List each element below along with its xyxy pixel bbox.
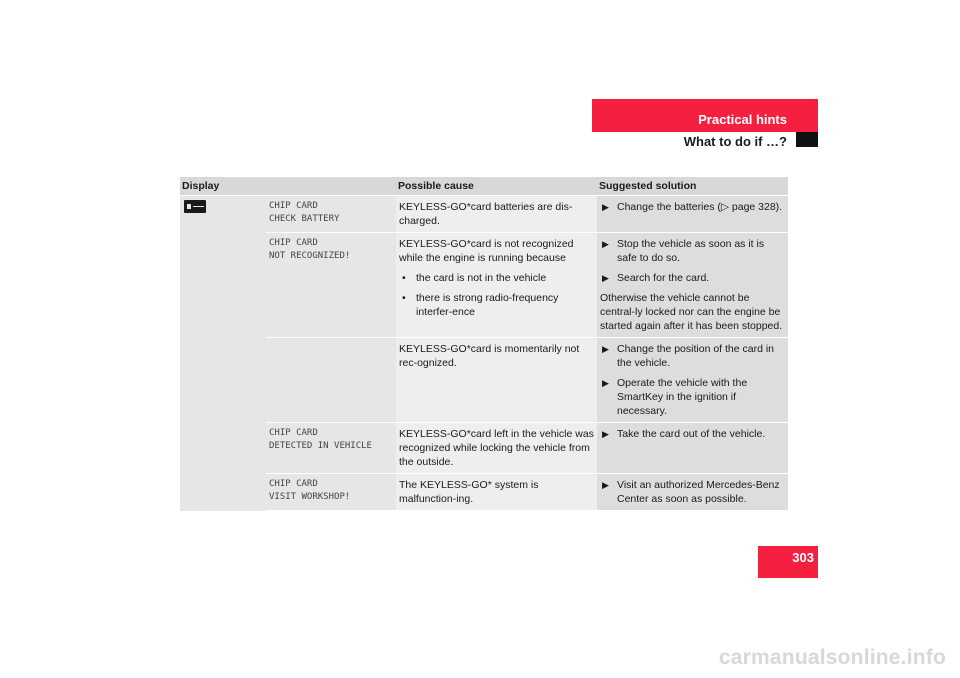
- message-line: CHIP CARD: [269, 201, 318, 211]
- header-marker: [796, 132, 818, 147]
- table-row: [266, 338, 788, 422]
- solution-step: ▶ Visit an authorized Mercedes-Benz Center as soon as possible.: [602, 479, 780, 505]
- cause-text: KEYLESS-GO*card batteries are dis-charged.: [399, 201, 573, 227]
- section-subtitle: What to do if …?: [683, 134, 787, 149]
- arrow-icon: ▶: [602, 429, 609, 439]
- cause-bullet: • the card is not in the vehicle: [402, 272, 547, 284]
- solution-note: Otherwise the vehicle cannot be central-ly locked nor can the engine be started again after it has been stopped.: [600, 292, 783, 332]
- display-message: [266, 196, 396, 232]
- arrow-icon: ▶: [602, 239, 609, 249]
- message-line: NOT RECOGNIZED!: [269, 251, 351, 261]
- display-message: [266, 474, 396, 510]
- solution-step: ▶ Take the card out of the vehicle.: [602, 428, 766, 440]
- watermark: carmanualsonline.info: [718, 646, 946, 669]
- suggested-solution: [597, 196, 788, 232]
- possible-cause: [396, 338, 597, 422]
- message-line: CHECK BATTERY: [269, 214, 340, 224]
- message-line: VISIT WORKSHOP!: [269, 492, 351, 502]
- possible-cause: [396, 474, 597, 510]
- arrow-icon: ▶: [602, 202, 609, 212]
- table-row: [266, 196, 788, 232]
- message-line: CHIP CARD: [269, 428, 318, 438]
- solution-step: ▶ Operate the vehicle with the SmartKey in the ignition if necessary.: [602, 377, 748, 417]
- suggested-solution: [597, 233, 788, 337]
- arrow-icon: ▶: [602, 273, 609, 283]
- arrow-icon: ▶: [602, 480, 609, 490]
- page-number: 303: [758, 546, 818, 578]
- cause-text: KEYLESS-GO*card left in the vehicle was recognized while locking the vehicle from the outside.: [399, 428, 594, 468]
- arrow-icon: ▶: [602, 378, 609, 388]
- column-display: Display: [182, 180, 220, 192]
- message-line: CHIP CARD: [269, 479, 318, 489]
- display-icon-cell: [180, 196, 266, 511]
- possible-cause: [396, 233, 597, 337]
- suggested-solution: [597, 474, 788, 510]
- solution-step: ▶ Change the position of the card in the vehicle.: [602, 343, 775, 369]
- solution-step: ▶ Search for the card.: [602, 272, 710, 284]
- section-title: Practical hints: [698, 112, 787, 127]
- table-row: [266, 423, 788, 473]
- display-message: [266, 338, 396, 422]
- arrow-icon: ▶: [602, 344, 609, 354]
- suggested-solution: [597, 338, 788, 422]
- troubleshooting-table: [180, 177, 788, 511]
- table-body: [266, 196, 788, 511]
- column-solution: Suggested solution: [599, 180, 697, 192]
- cause-bullet: • there is strong radio-frequency interfer-ence: [402, 292, 559, 318]
- chip-card-icon: [184, 200, 206, 213]
- table-header: [180, 177, 788, 195]
- message-line: CHIP CARD: [269, 238, 318, 248]
- possible-cause: [396, 196, 597, 232]
- display-message: [266, 233, 396, 337]
- cause-text: KEYLESS-GO*card is momentarily not rec-ognized.: [399, 343, 580, 369]
- solution-step: ▶ Stop the vehicle as soon as it is safe to do so.: [602, 238, 765, 264]
- solution-step: ▶ Change the batteries (▷ page 328).: [602, 201, 783, 213]
- message-line: DETECTED IN VEHICLE: [269, 441, 372, 451]
- column-cause: Possible cause: [398, 180, 474, 192]
- cause-text: KEYLESS-GO*card is not recognized while the engine is running because: [399, 238, 574, 264]
- table-row: [266, 474, 788, 510]
- suggested-solution: [597, 423, 788, 473]
- possible-cause: [396, 423, 597, 473]
- display-message: [266, 423, 396, 473]
- cause-text: The KEYLESS-GO* system is malfunction-ing.: [399, 479, 539, 505]
- table-row: [266, 233, 788, 337]
